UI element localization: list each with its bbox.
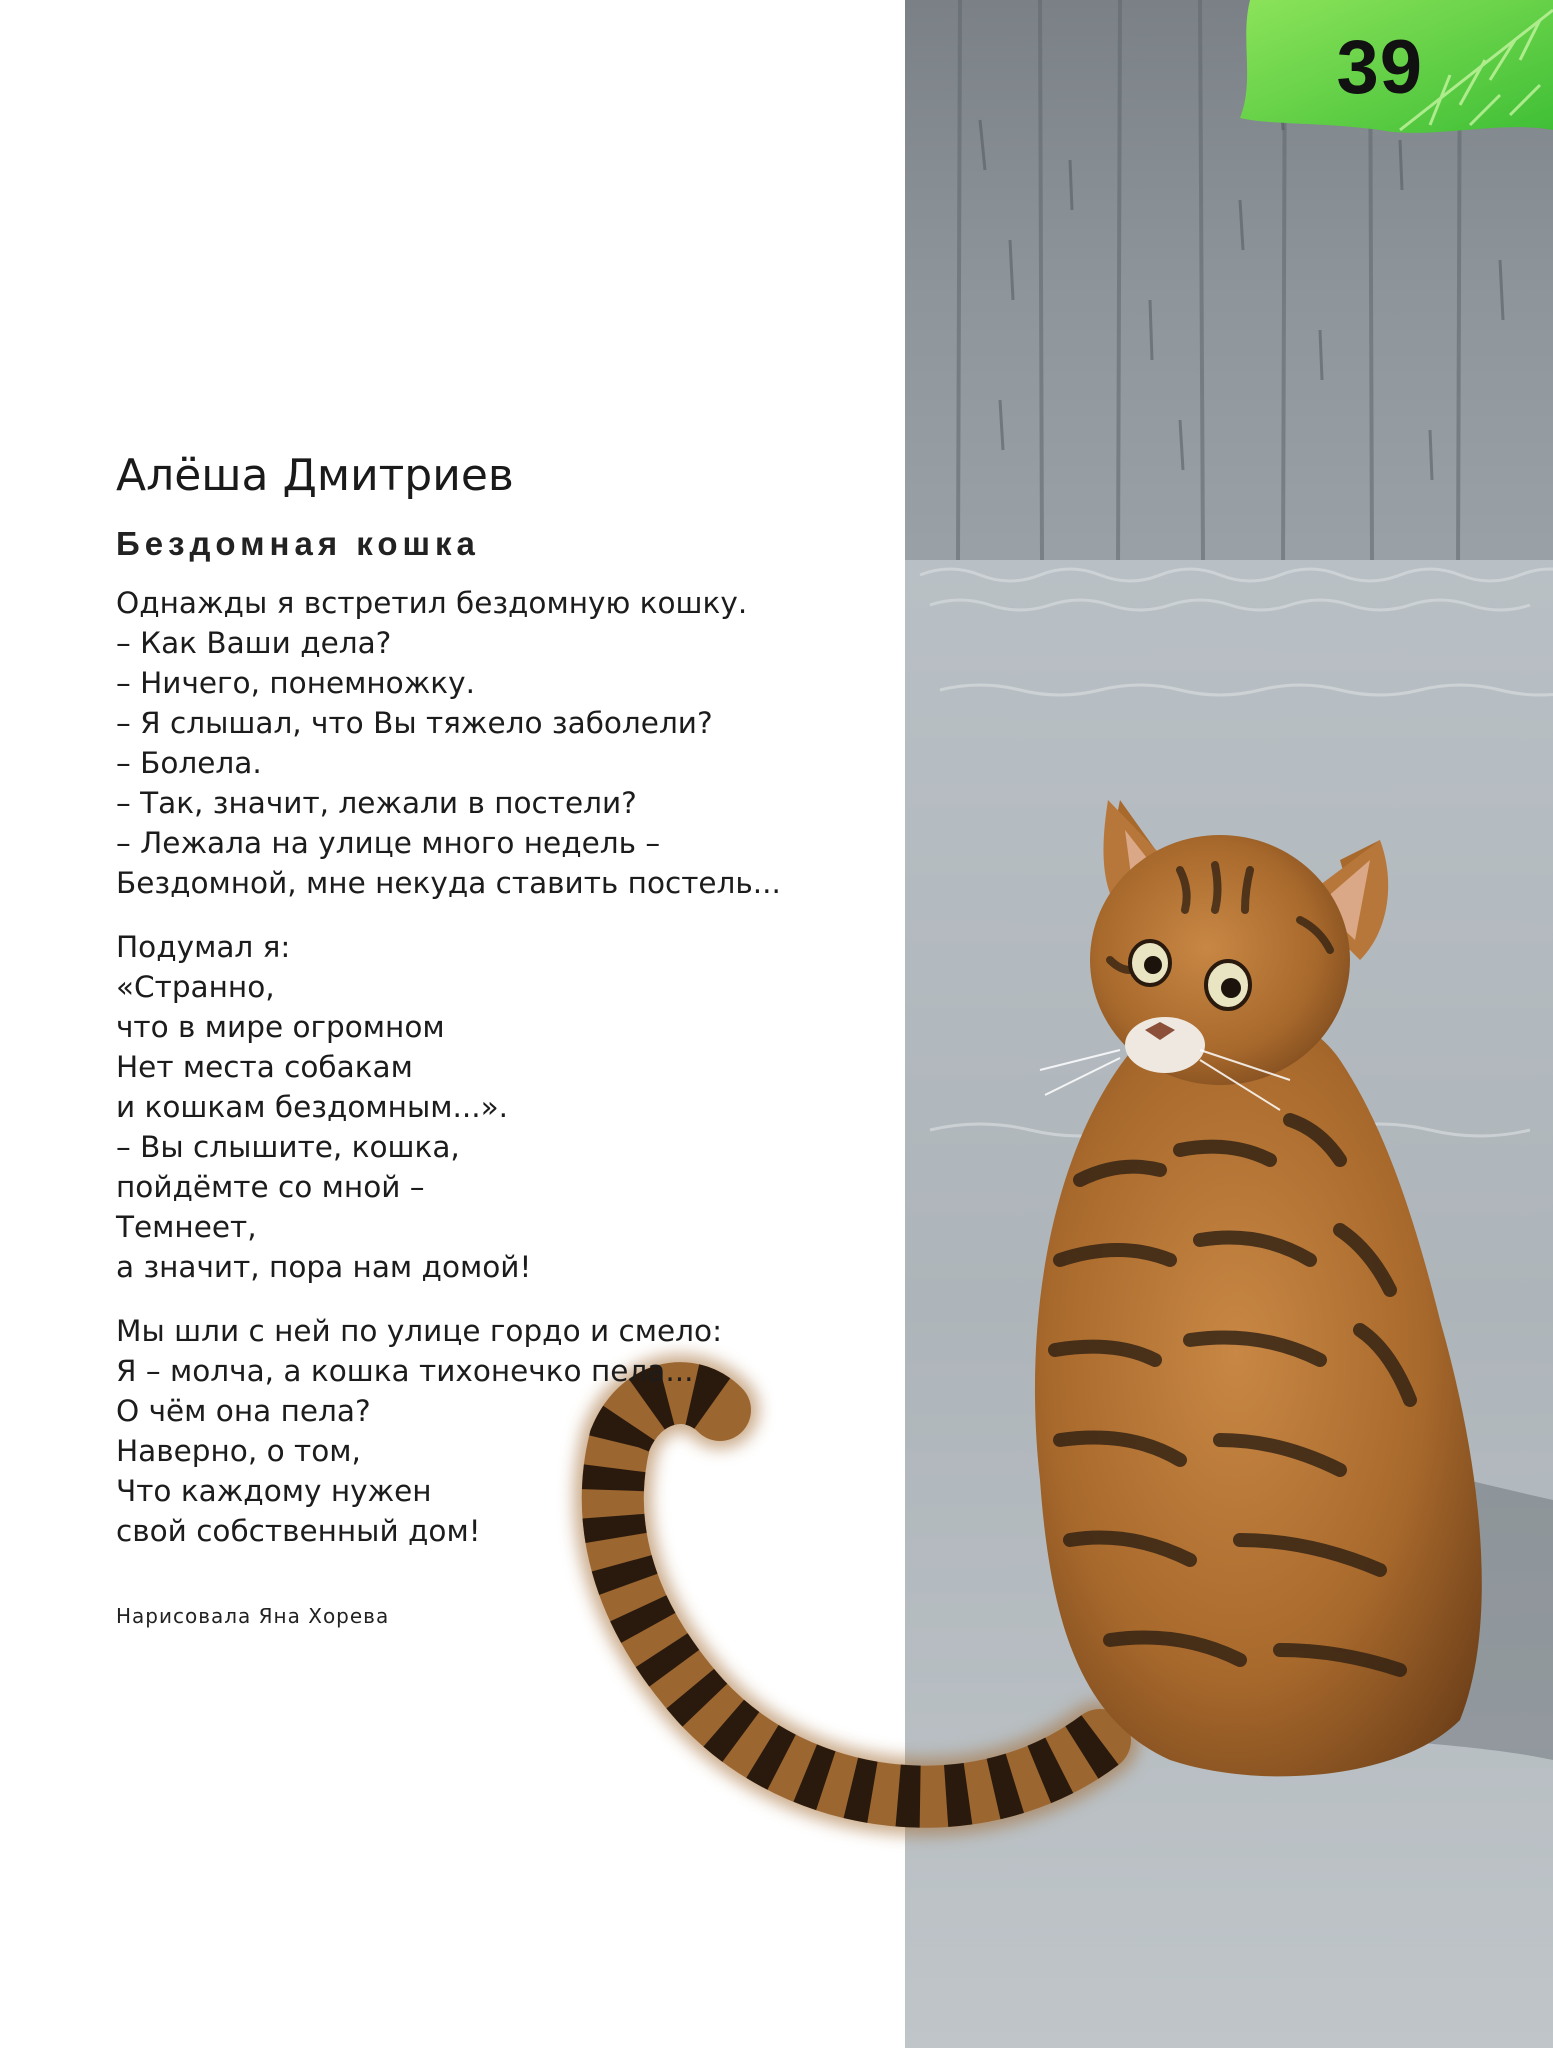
poem-line: а значит, пора нам домой! [116,1249,532,1284]
poem-line: Однажды я встретил бездомную кошку. [116,585,748,620]
poem-line: – Болела. [116,745,262,780]
poem-line: Я – молча, а кошка тихонечко пела... [116,1353,694,1388]
poem-line: – Лежала на улице много недель – [116,825,661,860]
poem-line: Бездомной, мне некуда ставить постель... [116,865,781,900]
poem-line: Темнеет, [116,1209,257,1244]
poem-title: Бездомная кошка [116,524,480,562]
poem-line: Подумал я: [116,929,291,964]
poem-line: и кошкам бездомным...». [116,1089,509,1124]
poem-line: – Ничего, понемножку. [116,665,475,700]
poem-line: Мы шли с ней по улице гордо и смело: [116,1313,723,1348]
poem-line: свой собственный дом! [116,1513,481,1548]
page-number: 39 [1336,25,1423,110]
poem-line: – Вы слышите, кошка, [116,1129,460,1164]
poem-line: что в мире огромном [116,1009,445,1044]
poem-line: О чём она пела? [116,1393,371,1428]
poem-line: – Как Ваши дела? [116,625,392,660]
poem-stanza-2 [116,927,876,1287]
poem-line: пойдёмте со мной – [116,1169,425,1204]
poem-line: – Так, значит, лежали в постели? [116,785,637,820]
poem-line: – Я слышал, что Вы тяжело заболели? [116,705,713,740]
poem-stanza-1 [116,583,876,903]
poem-line: Нет места собакам [116,1049,413,1084]
poem-stanza-3 [116,1311,876,1551]
poem-line: Что каждому нужен [116,1473,432,1508]
illustrator-credit: Нарисовала Яна Хорева [116,1604,390,1628]
poem-line: Наверно, о том, [116,1433,361,1468]
poem [116,450,876,1575]
poem-author: Алёша Дмитриев [116,450,514,501]
poem-line: «Странно, [116,969,275,1004]
